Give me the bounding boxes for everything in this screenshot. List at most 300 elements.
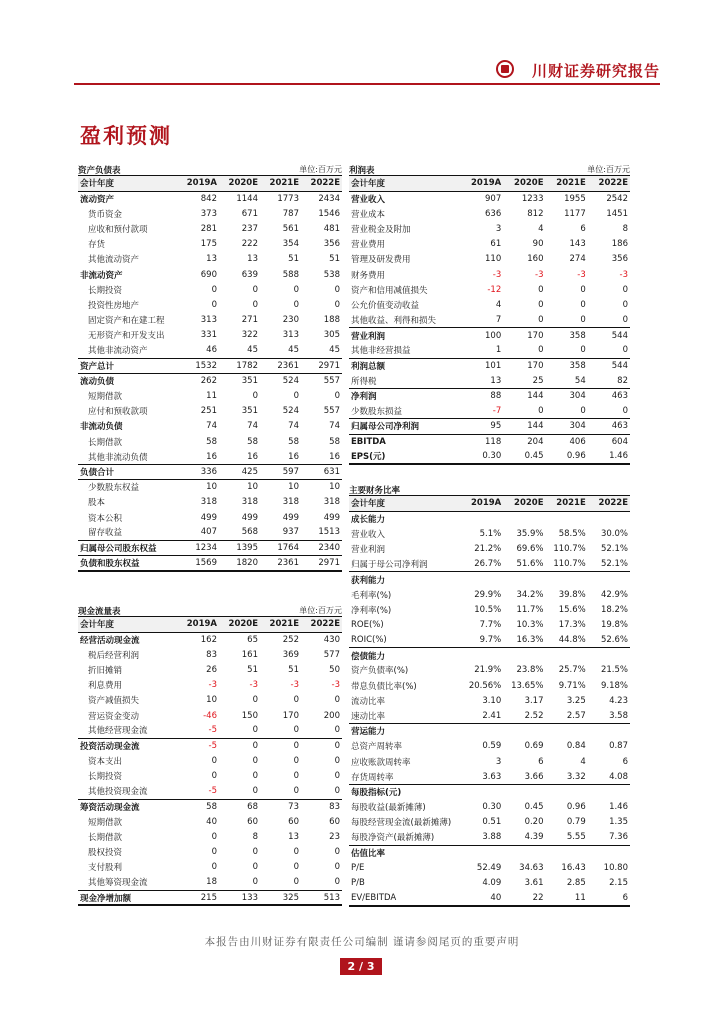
page-title: 盈利预测 xyxy=(80,123,172,148)
cell-value xyxy=(461,648,503,663)
cell-value: 1451 xyxy=(606,208,628,219)
cell-value: 588 xyxy=(282,269,299,280)
row-label: 营业收入 xyxy=(351,194,386,205)
cell-value: 812 xyxy=(527,208,544,219)
cell-value: 787 xyxy=(282,208,299,219)
row-label: 经营活动现金流 xyxy=(80,635,140,646)
cell-value xyxy=(461,724,503,739)
cell-value: 0 xyxy=(334,756,340,767)
table-row xyxy=(78,525,342,540)
row-label: 其他流动资产 xyxy=(88,255,140,266)
cell-value: 237 xyxy=(241,223,258,234)
year-header: 2021E xyxy=(546,496,588,511)
row-label: 带息负债比率(%) xyxy=(351,681,417,692)
table-row xyxy=(349,754,630,769)
cell-value: 90 xyxy=(532,239,544,250)
cell-value: 10.5% xyxy=(474,604,502,615)
cell-value xyxy=(588,784,630,799)
cell-value: 524 xyxy=(282,376,299,387)
table-row xyxy=(78,434,342,449)
cell-value: 7.36 xyxy=(588,830,630,845)
cell-value: 11 xyxy=(206,391,217,402)
row-label: 投资性房地产 xyxy=(88,300,140,311)
cell-value: 51 xyxy=(288,254,299,265)
table-row xyxy=(78,678,342,693)
table-row xyxy=(78,769,342,784)
cell-value: 29.9% xyxy=(474,589,502,600)
cell-value: 46 xyxy=(178,343,219,358)
cell-value: 305 xyxy=(323,330,340,341)
cell-value: 0 xyxy=(252,391,258,402)
table-row xyxy=(78,647,342,662)
cell-value xyxy=(503,784,545,799)
cell-value: 0 xyxy=(293,695,299,706)
cell-value: 0 xyxy=(546,343,588,358)
cell-value: 16 xyxy=(219,449,260,464)
cell-value: 133 xyxy=(219,890,260,905)
cell-value: 0 xyxy=(260,723,301,738)
cell-value: 358 xyxy=(569,360,586,371)
table-row xyxy=(349,769,630,784)
cell-value: 0 xyxy=(503,404,545,419)
cell-value: 143 xyxy=(569,239,586,250)
cell-value: 0 xyxy=(260,784,301,799)
cell-value: 3.25 xyxy=(566,695,586,706)
table-row xyxy=(78,662,342,677)
cell-value: 2542 xyxy=(606,193,628,204)
row-label: 少数股东权益 xyxy=(88,483,140,494)
cell-value: 13 xyxy=(206,254,217,265)
cell-value: 639 xyxy=(241,269,258,280)
cell-value: 2361 xyxy=(260,358,301,373)
table-row xyxy=(349,373,630,388)
cell-value: 1532 xyxy=(178,358,219,373)
cell-value: 170 xyxy=(282,710,299,721)
cell-value: 0.87 xyxy=(609,741,628,752)
cell-value: 331 xyxy=(200,330,217,341)
cell-value: 34.2% xyxy=(516,589,544,600)
cell-value: 430 xyxy=(323,634,340,645)
table-row xyxy=(78,404,342,419)
row-label: EBITDA xyxy=(351,436,386,447)
cell-value: 186 xyxy=(611,239,628,250)
balance-sheet-table xyxy=(78,176,342,572)
cell-value: 3 xyxy=(495,756,502,767)
cell-value: -3 xyxy=(535,269,544,280)
table-row xyxy=(78,693,342,708)
row-label: 流动比率 xyxy=(351,696,386,707)
cell-value: 215 xyxy=(178,890,219,905)
table-row xyxy=(78,814,342,829)
cell-value: 162 xyxy=(200,634,217,645)
cell-value: 0 xyxy=(252,847,258,858)
table-row xyxy=(78,297,342,312)
row-label: 公允价值变动收益 xyxy=(351,300,420,311)
cell-value: 358 xyxy=(569,330,586,341)
cell-value: 17.3% xyxy=(558,619,586,630)
cell-value: 2.57 xyxy=(546,708,588,723)
cell-value: 10.80 xyxy=(603,862,628,873)
row-label: 获利能力 xyxy=(351,575,386,586)
cell-value: 161 xyxy=(241,649,258,660)
cell-value: 0 xyxy=(260,875,301,890)
year-header: 2019A xyxy=(178,617,219,632)
cell-value xyxy=(546,648,588,663)
cell-value: 313 xyxy=(282,330,299,341)
row-label: 少数股东损益 xyxy=(349,404,461,419)
cell-value xyxy=(461,511,503,526)
cell-value: 0 xyxy=(252,284,258,295)
cell-value: 82 xyxy=(588,373,630,388)
cell-value: -5 xyxy=(178,723,219,738)
cell-value: 10 xyxy=(329,482,340,493)
cell-value: -5 xyxy=(178,784,219,799)
year-header: 2021E xyxy=(546,176,588,191)
table-row xyxy=(78,282,342,297)
cell-value: 25.7% xyxy=(558,665,586,676)
cell-value: 0.45 xyxy=(524,802,544,813)
year-header: 2022E xyxy=(588,496,630,511)
cell-value: 3.17 xyxy=(524,695,544,706)
year-header: 2020E xyxy=(219,617,260,632)
row-label: 营运能力 xyxy=(351,727,386,738)
cell-value: 3.66 xyxy=(503,769,545,784)
cell-value: 69.6% xyxy=(516,543,544,554)
cell-value: 44.8% xyxy=(546,633,588,648)
cell-value: 45 xyxy=(219,343,260,358)
cell-value: 0 xyxy=(293,391,299,402)
row-label: EV/EBITDA xyxy=(349,891,461,906)
table-row xyxy=(349,404,630,419)
cell-value: 0 xyxy=(252,299,258,310)
cell-value: 318 xyxy=(200,497,217,508)
year-header: 2020E xyxy=(503,496,545,511)
row-label: ROE(%) xyxy=(351,619,384,630)
table-row xyxy=(349,282,630,297)
table-row xyxy=(349,739,630,754)
row-label: 流动负债 xyxy=(80,377,115,388)
table-row xyxy=(78,252,342,267)
cell-value: 568 xyxy=(219,525,260,540)
cell-value: 170 xyxy=(527,330,544,341)
table-row xyxy=(349,511,630,526)
table-row xyxy=(349,845,630,860)
table-row xyxy=(349,572,630,587)
row-label: 其他非流动负债 xyxy=(78,449,178,464)
cell-value: 15.6% xyxy=(558,604,586,615)
cell-value: 110.7% xyxy=(553,543,586,554)
table-row xyxy=(349,830,630,845)
cell-value: 21.5% xyxy=(600,665,628,676)
year-header: 2021E xyxy=(260,176,301,191)
cell-value: 42.9% xyxy=(600,589,628,600)
cell-value: 318 xyxy=(282,497,299,508)
cell-value: 481 xyxy=(323,223,340,234)
cell-value: 1955 xyxy=(564,193,586,204)
cell-value: 51 xyxy=(247,664,258,675)
table-header-row xyxy=(78,617,342,632)
cell-value: 51.6% xyxy=(503,557,545,572)
cell-value: 0.96 xyxy=(566,802,586,813)
table-row xyxy=(78,829,342,844)
row-label: 偿债能力 xyxy=(351,651,386,662)
balance-sheet-unit: 单位:百万元 xyxy=(299,165,342,174)
cell-value: 636 xyxy=(485,208,502,219)
cell-value: 73 xyxy=(288,801,299,812)
cell-value: 18 xyxy=(178,875,219,890)
cell-value xyxy=(503,572,545,587)
table-row xyxy=(78,267,342,282)
year-header: 2020E xyxy=(219,176,260,191)
cell-value: 52.6% xyxy=(588,633,630,648)
cell-value: 40 xyxy=(461,891,503,906)
cell-value: 0 xyxy=(503,313,545,328)
cell-value: 0 xyxy=(293,771,299,782)
table-header-row xyxy=(78,176,342,191)
cell-value: 61 xyxy=(490,239,502,250)
year-header: 2019A xyxy=(178,176,219,191)
row-label: 长期借款 xyxy=(88,833,123,844)
cell-value xyxy=(588,572,630,587)
header-divider xyxy=(74,83,660,85)
table-row xyxy=(349,557,630,572)
table-row xyxy=(349,784,630,799)
cell-value: 60 xyxy=(329,816,340,827)
cell-value: 160 xyxy=(527,254,544,265)
cell-value: 1773 xyxy=(277,193,299,204)
cell-value: 10.3% xyxy=(516,619,544,630)
cell-value: 0 xyxy=(334,862,340,873)
cell-value: 252 xyxy=(282,634,299,645)
table-row xyxy=(78,784,342,799)
cell-value: 0 xyxy=(301,784,342,799)
cell-value: 0 xyxy=(503,343,545,358)
cell-value: 95 xyxy=(461,419,503,434)
row-label: 资本支出 xyxy=(88,757,123,768)
cell-value: 2434 xyxy=(318,193,340,204)
row-label: 营业费用 xyxy=(351,240,386,251)
table-row xyxy=(349,252,630,267)
cell-value: 21.2% xyxy=(474,543,502,554)
cell-value: 65 xyxy=(247,634,258,645)
table-row xyxy=(78,388,342,403)
cell-value: 4.09 xyxy=(482,878,502,889)
cell-value: 1569 xyxy=(178,556,219,571)
row-label: 每股净资产(最新摊薄) xyxy=(349,830,461,845)
cell-value xyxy=(588,845,630,860)
balance-sheet-title: 资产负债表 xyxy=(78,165,121,176)
cell-value: 3.63 xyxy=(461,769,503,784)
cell-value: 52.49 xyxy=(476,862,502,873)
table-row xyxy=(349,587,630,602)
row-label: 营业收入 xyxy=(351,529,386,540)
cell-value: 1782 xyxy=(219,358,260,373)
header-title: 川财证券研究报告 xyxy=(531,62,660,80)
cell-value: 39.8% xyxy=(558,589,586,600)
table-row xyxy=(349,526,630,541)
row-label: 短期借款 xyxy=(88,817,123,828)
table-row xyxy=(349,602,630,617)
cell-value: 1233 xyxy=(521,193,544,204)
cell-value: 5.1% xyxy=(479,528,502,539)
table-row xyxy=(78,419,342,434)
cell-value: 0.45 xyxy=(503,449,545,464)
cell-value: 0.79 xyxy=(566,817,586,828)
table-row xyxy=(78,464,342,479)
cell-value: 7.7% xyxy=(479,619,502,630)
cell-value: 1177 xyxy=(564,208,586,219)
row-label: 其他收益、利得和损失 xyxy=(349,313,461,328)
cell-value: 0 xyxy=(334,299,340,310)
cell-value: 83 xyxy=(329,801,340,812)
row-label: 所得税 xyxy=(349,373,461,388)
cell-value: 0 xyxy=(546,404,588,419)
cell-value: -3 xyxy=(577,269,586,280)
cell-value: -12 xyxy=(487,284,502,295)
cell-value: 4.23 xyxy=(609,695,628,706)
cell-value: 463 xyxy=(588,419,630,434)
cell-value: 8 xyxy=(622,223,628,234)
table-row xyxy=(78,632,342,647)
cell-value: 9.71% xyxy=(558,680,586,691)
row-label: 非流动负债 xyxy=(80,422,123,433)
table-row xyxy=(78,206,342,221)
income-statement-table xyxy=(349,176,630,465)
cell-value: 2971 xyxy=(301,556,342,571)
row-label: 非流动资产 xyxy=(80,270,123,281)
cell-value: 2971 xyxy=(301,358,342,373)
cell-value: 499 xyxy=(323,512,340,523)
cell-value: 304 xyxy=(546,419,588,434)
cell-value: 0 xyxy=(211,756,217,767)
cell-value: 3.88 xyxy=(461,830,503,845)
table-row xyxy=(349,633,630,648)
cell-value: 74 xyxy=(206,421,217,432)
table-header-row xyxy=(349,176,630,191)
cell-value: 204 xyxy=(527,436,544,447)
cell-value: 1144 xyxy=(236,193,258,204)
cell-value: 262 xyxy=(200,376,217,387)
table-row xyxy=(78,328,342,343)
table-row xyxy=(349,388,630,403)
column-label: 会计年度 xyxy=(78,617,178,632)
cell-value: 16 xyxy=(301,449,342,464)
cell-value: 13 xyxy=(288,832,299,843)
cell-value: 0 xyxy=(211,862,217,873)
cell-value: 68 xyxy=(247,801,258,812)
year-header: 2021E xyxy=(260,617,301,632)
cell-value: 45 xyxy=(260,343,301,358)
cell-value: 21.9% xyxy=(474,665,502,676)
table-row xyxy=(78,540,342,555)
cell-value: 356 xyxy=(323,239,340,250)
cell-value: 58 xyxy=(206,801,217,812)
cell-value: 13 xyxy=(247,254,258,265)
cell-value: 463 xyxy=(611,391,628,402)
cell-value: 51 xyxy=(288,664,299,675)
row-label: 长期投资 xyxy=(88,772,123,783)
row-label: 流动资产 xyxy=(80,194,115,205)
cell-value xyxy=(461,572,503,587)
row-label: 资本公积 xyxy=(88,513,123,524)
cell-value: 318 xyxy=(241,497,258,508)
year-header: 2020E xyxy=(503,176,545,191)
cell-value: 16 xyxy=(178,449,219,464)
cell-value: 2340 xyxy=(301,540,342,555)
cell-value: 2.41 xyxy=(461,708,503,723)
table-row xyxy=(349,541,630,556)
cell-value xyxy=(546,511,588,526)
cell-value: 0 xyxy=(293,847,299,858)
cell-value: 0 xyxy=(211,284,217,295)
row-label: 利润总额 xyxy=(351,361,386,372)
cell-value: 58 xyxy=(206,436,217,447)
table-row xyxy=(349,297,630,312)
table-row xyxy=(78,875,342,890)
row-label: 留存收益 xyxy=(78,525,178,540)
cell-value: 30.0% xyxy=(600,528,628,539)
cell-value: 2.85 xyxy=(566,878,586,889)
cell-value: 52.1% xyxy=(588,557,630,572)
cell-value: 907 xyxy=(485,193,502,204)
cell-value: 499 xyxy=(200,512,217,523)
table-row xyxy=(349,419,630,434)
cell-value: 6 xyxy=(580,223,586,234)
cell-value: 351 xyxy=(241,406,258,417)
cell-value: 45 xyxy=(301,343,342,358)
cell-value: 3.10 xyxy=(482,695,502,706)
cell-value: 40 xyxy=(206,816,217,827)
table-row xyxy=(78,237,342,252)
cell-value: 1.46 xyxy=(609,802,628,813)
cell-value: 2361 xyxy=(260,556,301,571)
row-label: 归属母公司股东权益 xyxy=(78,540,178,555)
row-label: 其他经营现金流 xyxy=(78,723,178,738)
table-row xyxy=(78,191,342,206)
cell-value: 369 xyxy=(282,649,299,660)
row-label: 股本 xyxy=(88,498,106,509)
cell-value: 1395 xyxy=(219,540,260,555)
row-label: 估值比率 xyxy=(351,848,386,859)
cell-value: 0 xyxy=(334,771,340,782)
table-row xyxy=(349,449,630,464)
cell-value: 557 xyxy=(323,376,340,387)
cell-value: 16.3% xyxy=(503,633,545,648)
cell-value: 20.56% xyxy=(468,680,502,691)
cell-value: 10 xyxy=(247,482,258,493)
year-header: 2019A xyxy=(461,176,503,191)
cell-value: 0 xyxy=(293,741,299,752)
cell-value: 58 xyxy=(288,436,299,447)
table-row xyxy=(349,876,630,891)
cell-value: 351 xyxy=(241,376,258,387)
cell-value: 1546 xyxy=(318,208,340,219)
row-label: 应收和预付款项 xyxy=(88,224,148,235)
table-row xyxy=(349,678,630,693)
cell-value: 0 xyxy=(538,299,544,310)
ratios-title: 主要财务比率 xyxy=(349,485,401,496)
cell-value: 74 xyxy=(247,421,258,432)
cash-flow-panel xyxy=(78,605,342,906)
cell-value: 2.15 xyxy=(609,878,628,889)
row-label: 支付股利 xyxy=(88,863,123,874)
table-row xyxy=(78,799,342,814)
ratios-panel xyxy=(349,484,630,907)
cell-value: 200 xyxy=(323,710,340,721)
cell-value: 313 xyxy=(200,315,217,326)
cell-value: 3.61 xyxy=(524,878,544,889)
cell-value: 1513 xyxy=(301,525,342,540)
